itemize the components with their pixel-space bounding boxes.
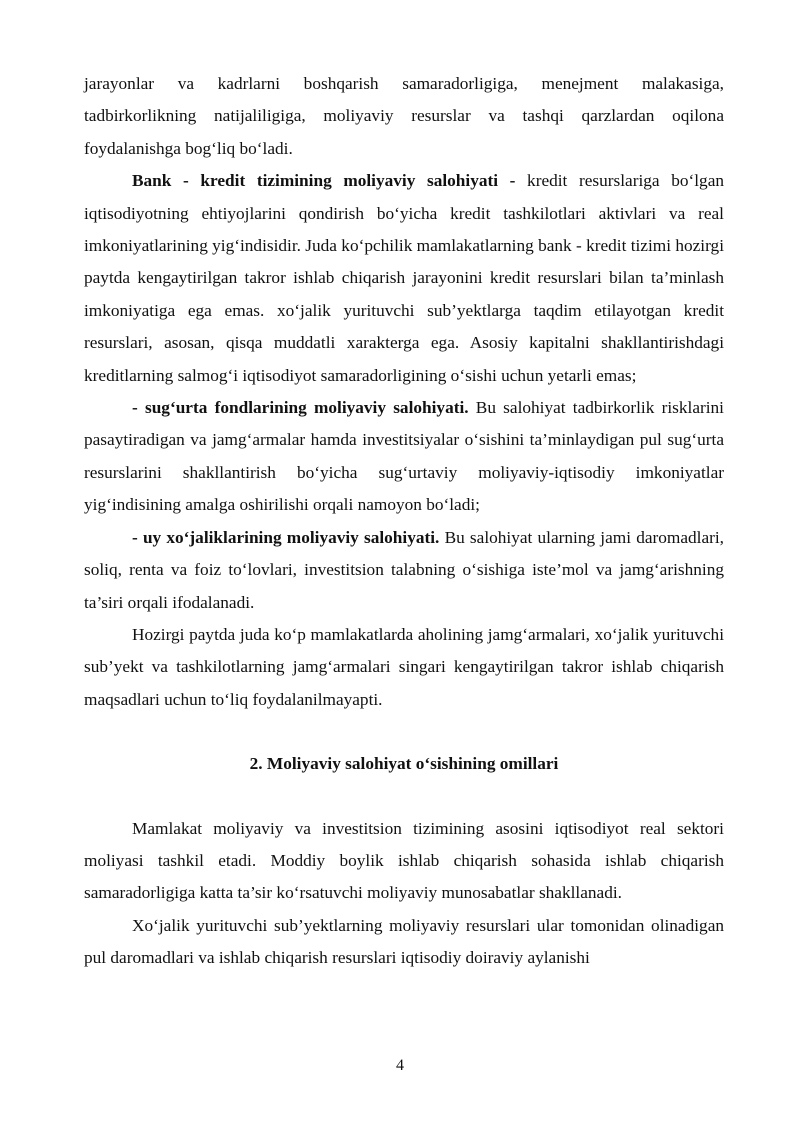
paragraph-financial-system: Mamlakat moliyaviy va investitsion tizimining asosini iqtisodiyot real sektori moliyasi tashkil etadi. Moddiy boylik ishlab chiqarish sohasida ishlab chiqarish samaradorligiga katta ta’sir ko‘rsatuvchi moliyaviy munosabatlar shakllanadi.: [84, 818, 724, 903]
paragraph-insurance-funds: [84, 392, 724, 522]
paragraph-savings: Hozirgi paytda juda ko‘p mamlakatlarda aholining jamg‘armalari, xo‘jalik yurituvchi sub’yekt va tashkilotlarning jamg‘armalari singari kengaytirilgan takror ishlab chiqarish maqsadlari uchun to‘liq foydalanilmayapti.: [84, 624, 724, 709]
document-page: [84, 68, 724, 975]
paragraph-households: [84, 522, 724, 619]
paragraph-bank-credit: [84, 165, 724, 392]
term-insurance-funds: - sug‘urta fondlarining moliyaviy salohiyati.: [132, 398, 469, 418]
paragraph-bank-credit-text: kredit resurslariga bo‘lgan iqtisodiyotning ehtiyojlarini qondirish bo‘yicha kredit tashkilotlari aktivlari va real imkoniyatlarining yig‘indisidir. Juda ko‘pchilik mamlakatlarning bank - kredit tizimi hozirgi paytda kengaytirilgan takror ishlab chiqarish jarayonini kredit resurslari bilan ta’minlash imkoniyatiga ega emas. xo‘jalik yurituvchi sub’yektlarga taqdim etilayotgan kredit resurslari, asosan, qisqa muddatli xarakterga ega. Asosiy kapitalni shakllantirishdagi kreditlarning salmog‘i iqtisodiyot samaradorligining o‘sishi uchun yetarli emas;: [84, 171, 725, 385]
paragraph-continuation: jarayonlar va kadrlarni boshqarish samaradorligiga, menejment malakasiga, tadbirkorlikning natijaliligiga, moliyaviy resurslar va tashqi qarzlardan oqilona foydalanishga bog‘liq bo‘ladi.: [84, 74, 724, 158]
paragraph-insurance-funds-text: Bu salohiyat tadbirkorlik risklarini pasaytiradigan va jamg‘armalar hamda investitsiyalar o‘sishini ta’minlaydigan pul sug‘urta resurslarini shakllantirish bo‘yicha sug‘urtaviy moliyaviy-iqtisodiy imkoniyatlar yig‘indisining amalga oshirilishi orqali namoyon bo‘ladi;: [84, 398, 724, 515]
page-number: 4: [396, 1057, 404, 1074]
paragraph-enterprise-resources: Xo‘jalik yurituvchi sub’yektlarning moliyaviy resurslari ular tomonidan olinadigan pul daromadlari va ishlab chiqarish resurslari iqtisodiy doiraviy aylanishi: [84, 915, 724, 968]
term-households: - uy xo‘jaliklarining moliyaviy salohiyati.: [132, 527, 440, 547]
paragraph-households-text: Bu salohiyat ularning jami daromadlari, soliq, renta va foiz to‘lovlari, investitsion talabning o‘sishiga iste’mol va jamg‘arishning ta’siri orqali ifodalanadi.: [84, 527, 724, 612]
term-bank-credit: Bank - kredit tizimining moliyaviy salohiyati -: [132, 171, 516, 191]
section-heading: 2. Moliyaviy salohiyat o‘sishining omillari: [249, 754, 559, 774]
